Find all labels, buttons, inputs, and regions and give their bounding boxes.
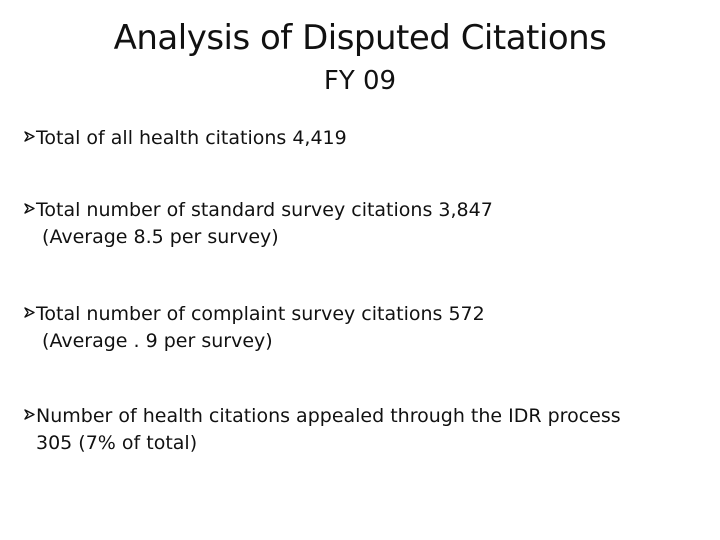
bullet-text: Number of health citations appealed through the IDR process (36, 405, 621, 427)
bullet-subtext: 305 (7% of total) (36, 432, 198, 454)
bullet-subtext: (Average 8.5 per survey) (36, 226, 279, 248)
page-title: Analysis of Disputed Citations (113, 18, 607, 58)
page-subtitle: FY 09 (323, 66, 397, 96)
bullet-text: Total number of complaint survey citations 572 (36, 303, 485, 325)
arrowhead-bullet-icon (24, 307, 35, 318)
bullet-text: Total number of standard survey citations 3,847 (36, 199, 493, 221)
arrowhead-bullet-icon (24, 203, 35, 214)
bullet-subtext: (Average . 9 per survey) (36, 330, 273, 352)
bullet-text: Total of all health citations 4,419 (36, 127, 347, 149)
arrowhead-bullet-icon (24, 131, 35, 142)
arrowhead-bullet-icon (24, 409, 35, 420)
